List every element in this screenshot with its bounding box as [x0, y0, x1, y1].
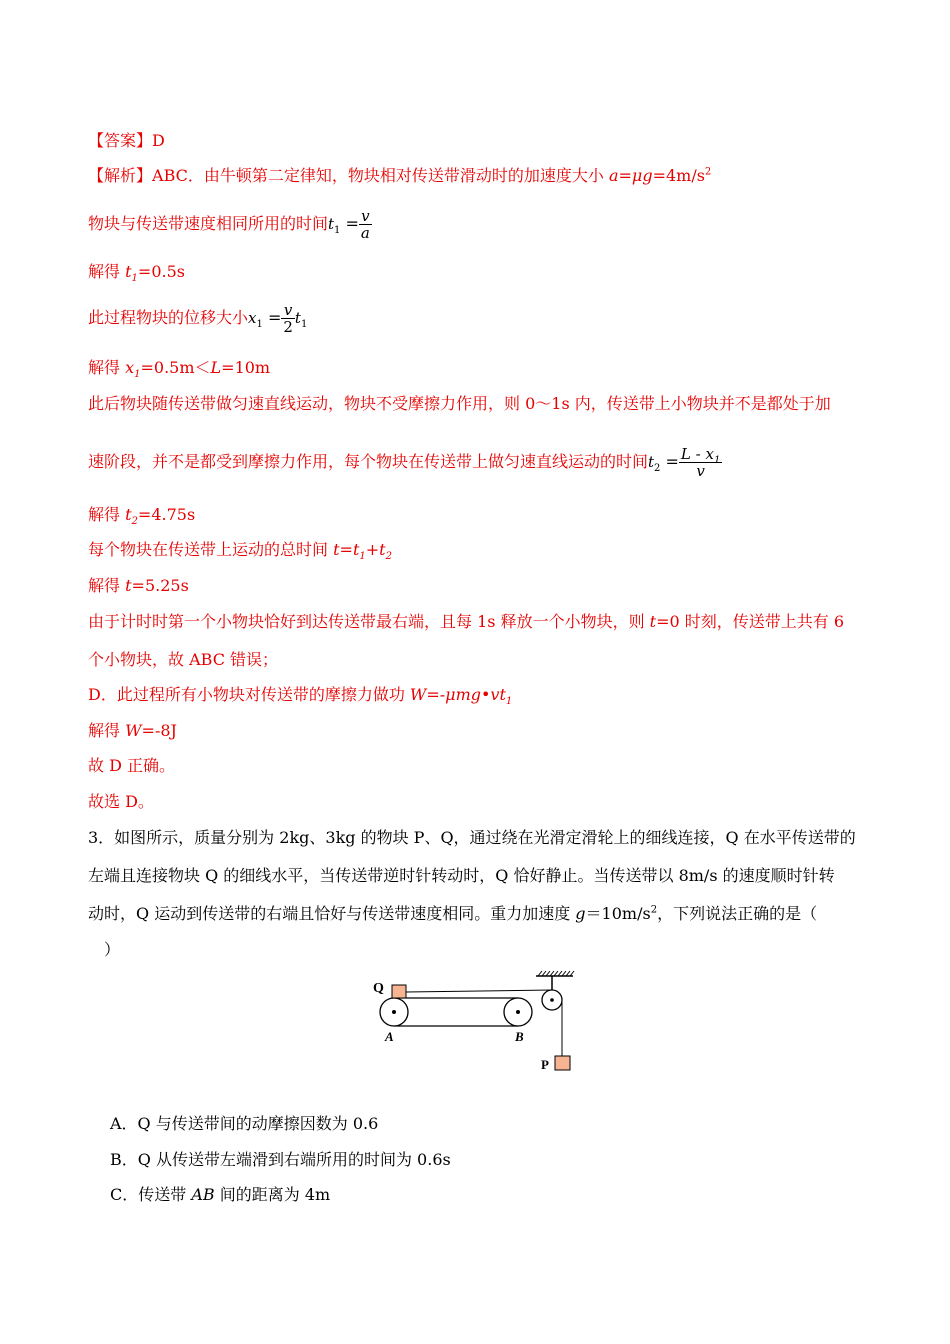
- analysis-line-5: [88, 358, 271, 381]
- analysis-text: 每个物块在传送带上运动的总时间: [88, 540, 334, 559]
- analysis-line-8: [88, 505, 196, 528]
- math-value: =-8J: [141, 721, 177, 740]
- math-var: x: [125, 358, 135, 377]
- math-value: =0.5s: [137, 262, 185, 281]
- option-c[interactable]: [110, 1185, 330, 1205]
- analysis-text: ABC．由牛顿第二定律知，物块相对传送带滑动时的加速度大小: [152, 166, 604, 185]
- math-var: t: [125, 262, 132, 281]
- question-text: ，下列说法正确的是（: [657, 904, 818, 923]
- formula-sup: 2: [704, 166, 712, 178]
- analysis-line-4: [88, 300, 307, 336]
- fraction-den: 2: [283, 318, 293, 336]
- fraction-num: v: [361, 207, 370, 225]
- math-var: x: [248, 309, 257, 327]
- analysis-text: 物块与传送带速度相同所用的时间: [88, 214, 329, 233]
- math-value: =4.75s: [137, 505, 196, 524]
- math-value: =10m: [221, 358, 271, 377]
- math-sub: 1: [134, 369, 141, 381]
- math-var: g: [575, 904, 586, 923]
- answer-value: D: [152, 131, 165, 150]
- math-sub: 1: [131, 273, 138, 285]
- analysis-text: 由于计时时第一个小物块恰好到达传送带最右端，且每 1s 释放一个小物块，则: [88, 612, 650, 631]
- math-eq: =: [660, 452, 679, 471]
- analysis-line-2: [88, 206, 372, 242]
- math-value: =0.5m＜: [140, 358, 211, 377]
- fraction: [359, 208, 372, 241]
- math-sub: 2: [385, 551, 392, 563]
- string-horizontal: [406, 990, 552, 992]
- analysis-line-14: [88, 721, 177, 741]
- math-sub: 1: [505, 696, 513, 708]
- analysis-text: 速阶段，并不是都受到摩擦力作用，每个物块在传送带上做匀速直线运动的时间: [88, 452, 649, 471]
- math-sub: 2: [131, 516, 138, 528]
- roller-a-axle: [392, 1010, 396, 1014]
- analysis-line-10: [88, 576, 189, 596]
- math-value: =5.25s: [131, 576, 189, 595]
- roller-b-axle: [516, 1010, 520, 1014]
- answer-label: 【答案】: [88, 131, 153, 150]
- analysis-text: 解得: [88, 721, 126, 740]
- analysis-line-3: [88, 262, 185, 285]
- answer-line: [88, 131, 165, 151]
- question-text: ＝10m/s: [585, 904, 651, 923]
- math-var: t: [648, 453, 655, 471]
- math-var: AB: [191, 1185, 215, 1204]
- analysis-line-6: 此后物块随传送带做匀速直线运动，物块不受摩擦力作用，则 0～1s 内，传送带上小物块并不是都处于加: [88, 394, 831, 413]
- option-b[interactable]: B．Q 从传送带左端滑到右端所用的时间为 0.6s: [110, 1150, 451, 1169]
- analysis-text: 解得: [88, 505, 126, 524]
- math-sub: 1: [300, 319, 308, 331]
- analysis-text: 解得: [88, 576, 126, 595]
- analysis-line-11: [88, 612, 844, 632]
- fraction-num: v: [283, 301, 293, 319]
- question-3-line-3: [88, 904, 817, 924]
- label-b: B: [515, 1029, 524, 1044]
- formula-mu-g: μg: [631, 166, 653, 185]
- math-var: t: [352, 540, 360, 559]
- label-a: A: [385, 1029, 394, 1044]
- math-var: L: [210, 358, 222, 377]
- question-text: 动时，Q 运动到传送带的右端且恰好与传送带速度相同。重力加速度: [88, 904, 576, 923]
- analysis-text: =0 时刻，传送带上共有 6: [656, 612, 845, 631]
- math-sub: 2: [654, 463, 661, 475]
- analysis-text: D．此过程所有小物块对传送带的摩擦力做功: [88, 685, 410, 704]
- formula-value: =4m/s: [652, 166, 705, 185]
- analysis-line-12: 个小物块，故 ABC 错误；: [88, 650, 279, 669]
- math-sub: 1: [334, 225, 341, 237]
- math-var: t: [125, 505, 132, 524]
- fraction: [679, 446, 722, 479]
- block-p: [555, 1056, 570, 1070]
- pulley-diagram: [368, 968, 578, 1080]
- fraction-num-text: L - x: [680, 445, 714, 463]
- analysis-text: 解得: [88, 358, 126, 377]
- math-var: t: [294, 309, 301, 327]
- fraction-num: [679, 445, 722, 466]
- analysis-text: 此过程物块的位移大小: [88, 308, 249, 327]
- formula-eq: =: [618, 166, 632, 185]
- math-var: t: [333, 540, 340, 559]
- fraction-den: a: [360, 224, 370, 242]
- math-sup: 2: [650, 904, 658, 916]
- analysis-line-13: [88, 685, 513, 708]
- analysis-line-1: [88, 166, 711, 186]
- math-sub: 1: [256, 319, 263, 331]
- analysis-line-16: 故选 D。: [88, 792, 154, 811]
- math-formula: W=-μmg•vt: [409, 685, 506, 704]
- question-3-line-2: 左端且连接物块 Q 的细线水平，当传送带逆时针转动时，Q 恰好静止。当传送带以 8m/s 的速度顺时针转: [88, 866, 835, 885]
- analysis-text: 解得: [88, 262, 126, 281]
- math-var: W: [125, 721, 142, 740]
- math-var: t: [379, 540, 386, 559]
- option-c-text: C．传送带: [110, 1185, 192, 1204]
- math-sub: 1: [359, 551, 366, 563]
- block-q: [392, 985, 406, 998]
- analysis-line-9: [88, 540, 392, 563]
- analysis-label: 【解析】: [88, 166, 153, 185]
- math-sub: 1: [713, 455, 721, 466]
- analysis-line-15: 故 D 正确。: [88, 756, 176, 775]
- math-eq: =: [340, 214, 359, 233]
- option-c-text: 间的距离为 4m: [214, 1185, 331, 1204]
- math-plus: +: [365, 540, 380, 559]
- fraction-den: v: [679, 462, 722, 479]
- math-var: t: [328, 215, 335, 233]
- fixed-pulley-axle: [550, 998, 554, 1002]
- question-3-line-4: ）: [104, 940, 121, 959]
- math-eq: =: [339, 540, 353, 559]
- math-var: t: [125, 576, 132, 595]
- fraction: [281, 302, 295, 335]
- analysis-line-7: [88, 440, 722, 484]
- math-eq: =: [262, 308, 282, 327]
- formula-a: a: [608, 166, 619, 185]
- math-var: t: [649, 612, 657, 631]
- option-a[interactable]: A．Q 与传送带间的动摩擦因数为 0.6: [110, 1114, 379, 1133]
- label-q: Q: [373, 981, 384, 996]
- label-p: P: [541, 1057, 549, 1072]
- question-3-line-1: 3．如图所示，质量分别为 2kg、3kg 的物块 P、Q，通过绕在光滑定滑轮上的细线连接，Q 在水平传送带的: [88, 828, 856, 847]
